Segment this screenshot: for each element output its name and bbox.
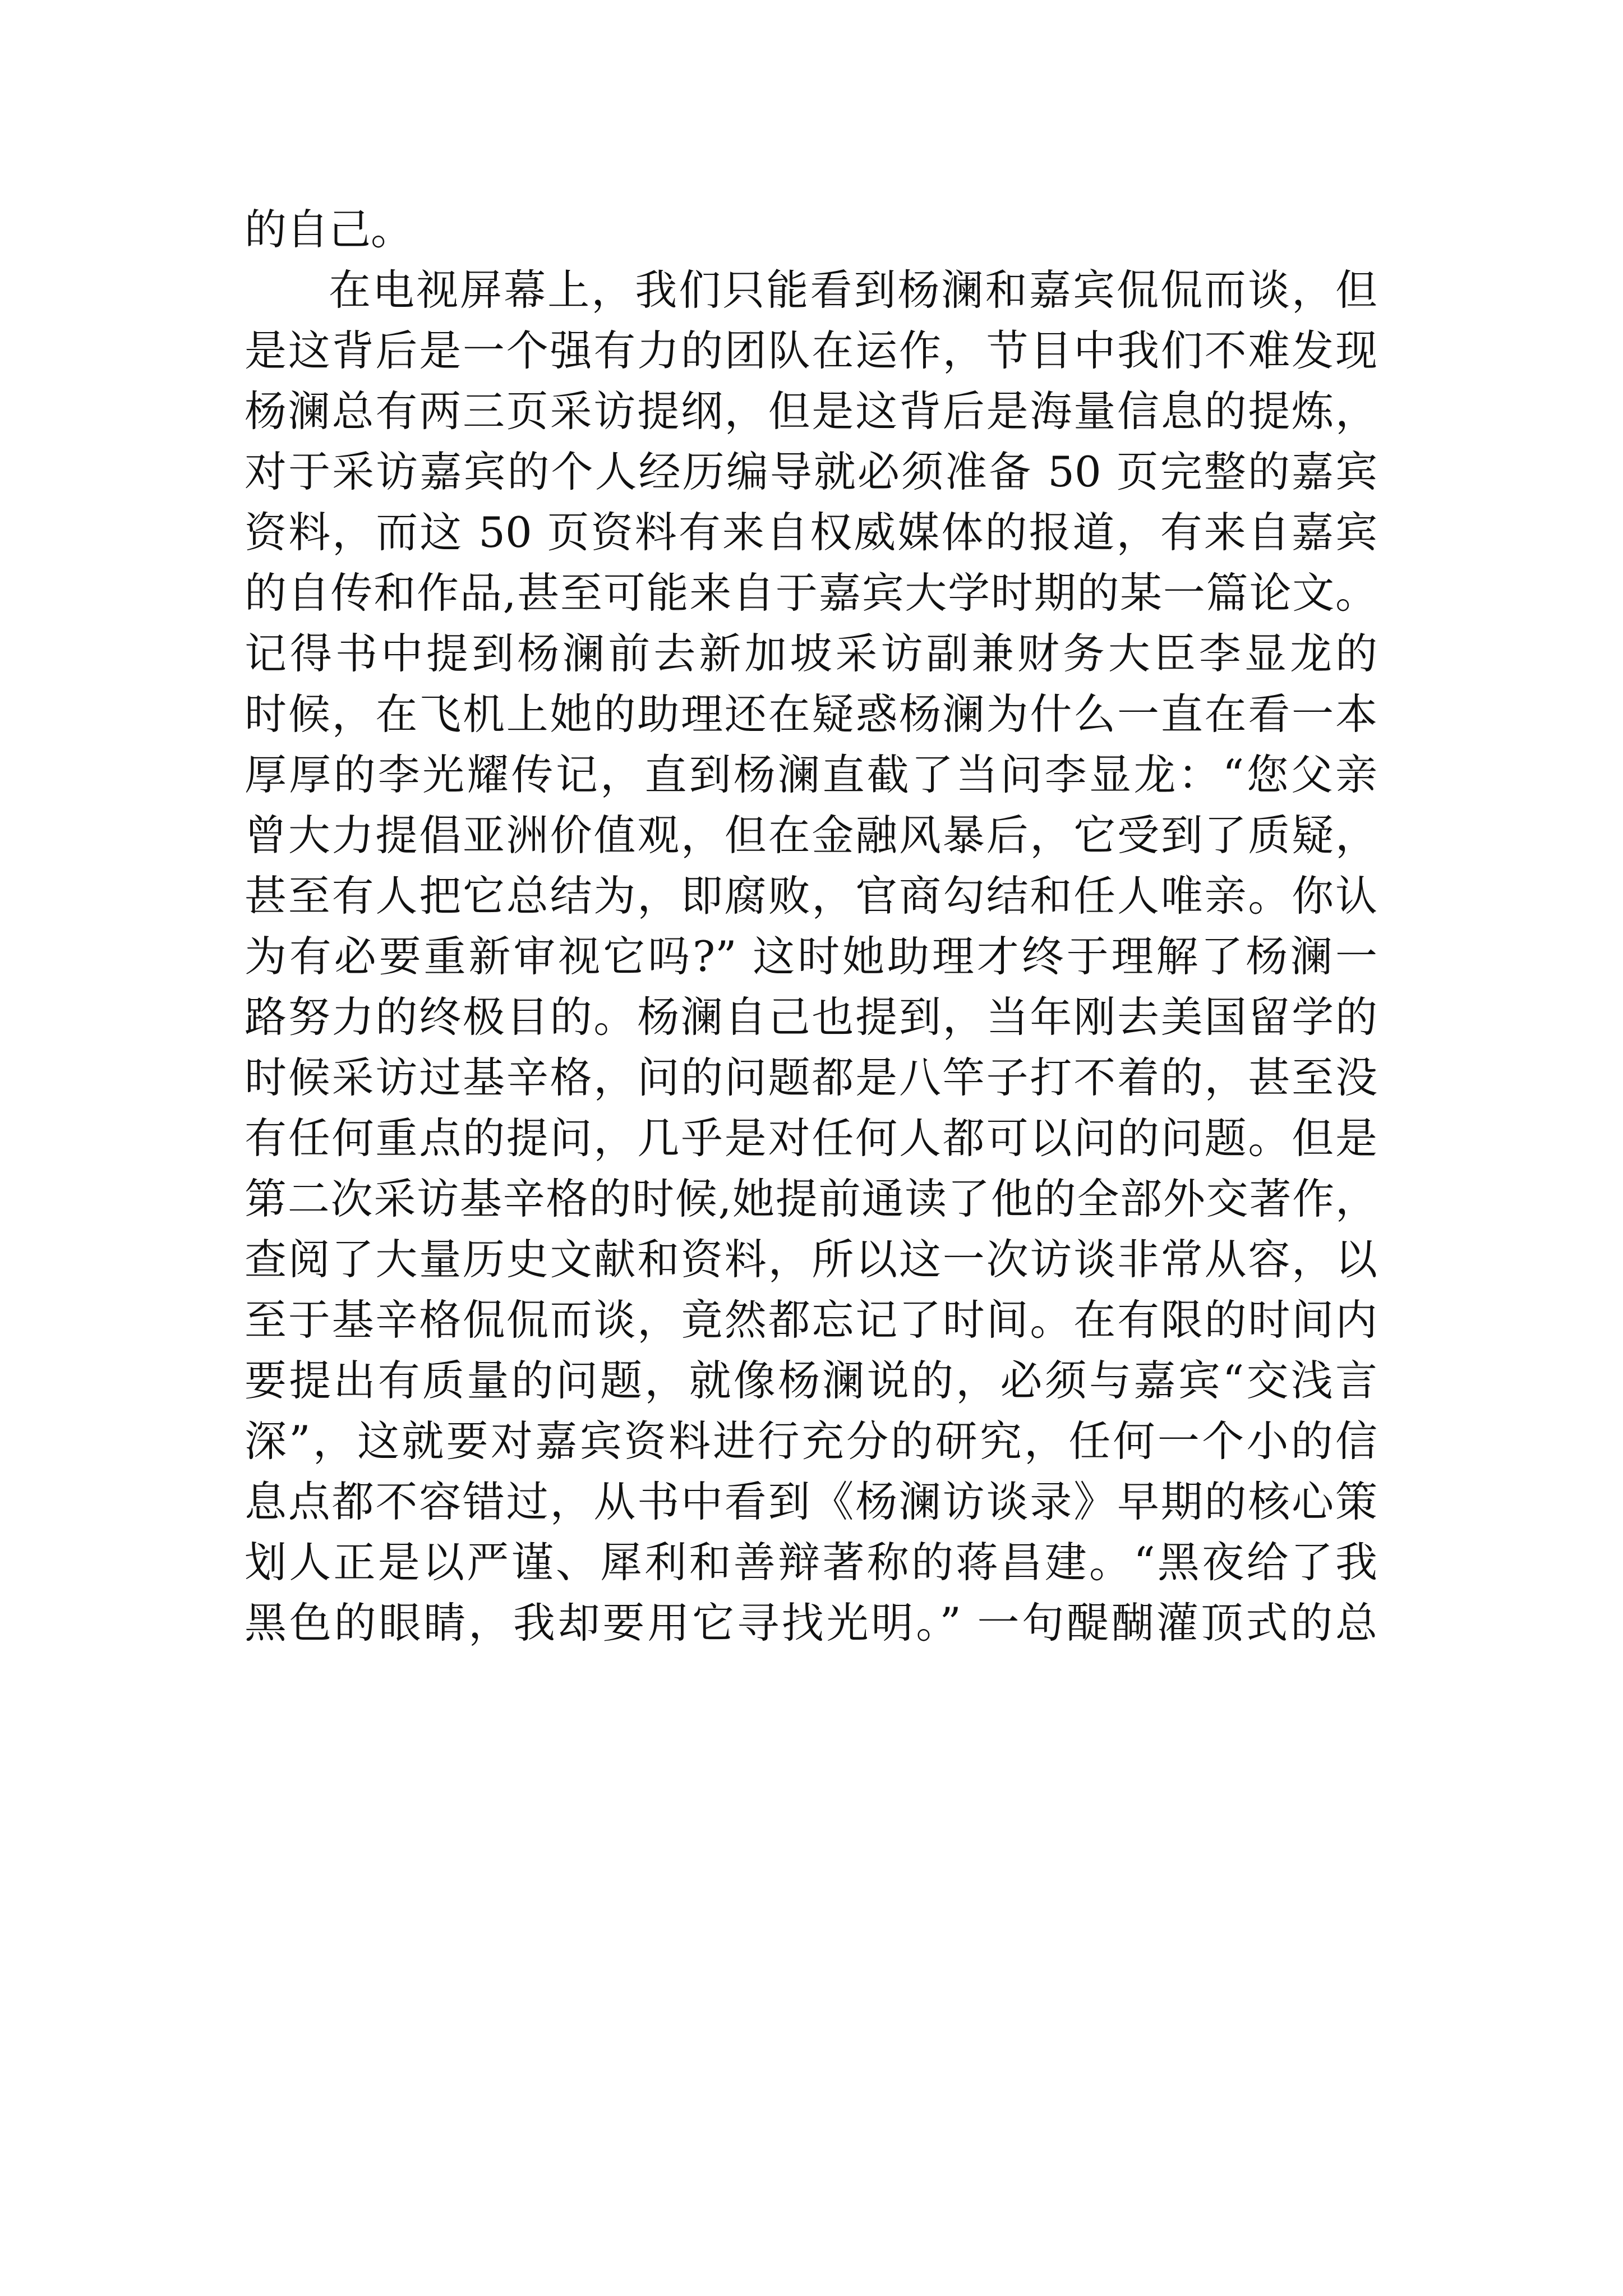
text-line: 息点都不容错过，从书中看到《杨澜访谈录》早期的核心策 bbox=[245, 1477, 1377, 1526]
paragraph-first-line: 在电视屏幕上，我们只能看到杨澜和嘉宾侃侃而谈，但 bbox=[329, 265, 1377, 315]
text-line: 路努力的终极目的。杨澜自己也提到，当年刚去美国留学的 bbox=[245, 992, 1377, 1042]
text-line: 有任何重点的提问，几乎是对任何人都可以问的问题。但是 bbox=[245, 1114, 1377, 1163]
text-line: 时候采访过基辛格，问的问题都是八竿子打不着的，甚至没 bbox=[245, 1053, 1377, 1102]
text-line: 查阅了大量历史文献和资料，所以这一次访谈非常从容，以 bbox=[245, 1235, 1377, 1284]
text-line: 是这背后是一个强有力的团队在运作，节目中我们不难发现 bbox=[245, 326, 1377, 375]
text-line: 曾大力提倡亚洲价值观，但在金融风暴后，它受到了质疑， bbox=[245, 811, 1377, 860]
text-line: 厚厚的李光耀传记，直到杨澜直截了当问李显龙：“您父亲 bbox=[245, 750, 1377, 799]
text-line: 黑色的眼睛，我却要用它寻找光明。” 一句醍醐灌顶式的总 bbox=[245, 1598, 1377, 1648]
text-line: 的自传和作品,甚至可能来自于嘉宾大学时期的某一篇论文。 bbox=[245, 568, 1377, 618]
text-line: 记得书中提到杨澜前去新加坡采访副兼财务大臣李显龙的 bbox=[245, 629, 1377, 678]
text-line: 至于基辛格侃侃而谈，竟然都忘记了时间。在有限的时间内 bbox=[245, 1295, 1377, 1345]
text-line: 划人正是以严谨、犀利和善辩著称的蒋昌建。“黑夜给了我 bbox=[245, 1538, 1377, 1587]
text-line: 对于采访嘉宾的个人经历编导就必须准备 50 页完整的嘉宾 bbox=[245, 447, 1377, 496]
text-line: 深”，这就要对嘉宾资料进行充分的研究，任何一个小的信 bbox=[245, 1416, 1377, 1466]
text-line: 甚至有人把它总结为，即腐败，官商勾结和任人唯亲。你认 bbox=[245, 871, 1377, 921]
body-text bbox=[245, 199, 1377, 1653]
text-line: 第二次采访基辛格的时候,她提前通读了他的全部外交著作， bbox=[245, 1174, 1377, 1223]
text-line: 要提出有质量的问题，就像杨澜说的，必须与嘉宾“交浅言 bbox=[245, 1356, 1377, 1405]
text-line: 杨澜总有两三页采访提纲，但是这背后是海量信息的提炼， bbox=[245, 386, 1377, 436]
text-line: 时候，在飞机上她的助理还在疑惑杨澜为什么一直在看一本 bbox=[245, 689, 1377, 739]
text-line: 为有必要重新审视它吗?” 这时她助理才终于理解了杨澜一 bbox=[245, 932, 1377, 981]
text-line: 资料，而这 50 页资料有来自权威媒体的报道，有来自嘉宾 bbox=[245, 508, 1377, 557]
text-line: 的自己。 bbox=[245, 205, 413, 254]
